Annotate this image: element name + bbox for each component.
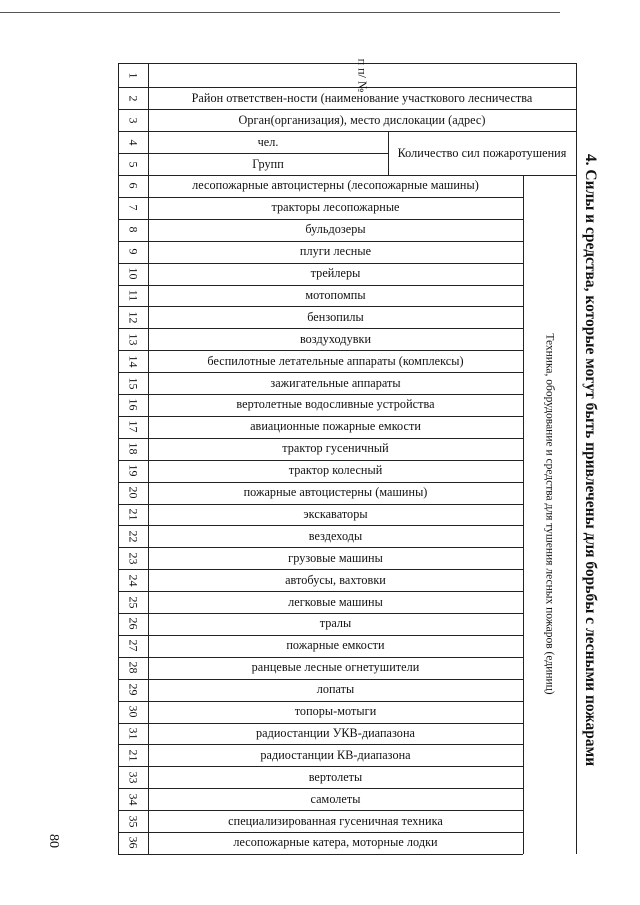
- equipment-row-number: [118, 788, 148, 810]
- row-number: 34: [126, 793, 141, 806]
- row-number: 15: [126, 377, 141, 390]
- equipment-row-label: пожарные автоцистерны (машины): [243, 485, 428, 500]
- row-number: 1: [126, 72, 141, 78]
- equipment-row-number: [118, 175, 148, 197]
- row-number: 18: [126, 442, 141, 455]
- side-label-text: Техника, оборудование и средства для тушения лесных пожаров (единиц): [543, 333, 556, 696]
- equipment-row-label: плуги лесные: [299, 244, 372, 259]
- row-number-cell: [118, 131, 148, 153]
- equipment-row-label: лесопожарные катера, моторные лодки: [233, 835, 438, 850]
- equipment-row-number: [118, 679, 148, 701]
- equipment-row-label: тралы: [319, 616, 352, 631]
- equipment-row-number: [118, 547, 148, 569]
- row-number: 36: [126, 836, 141, 849]
- equipment-row-number: [118, 460, 148, 482]
- row-number: 20: [126, 486, 141, 499]
- equipment-row-number: [118, 504, 148, 526]
- equipment-row-label: беспилотные летательные аппараты (комплексы): [207, 353, 464, 368]
- row-number: 31: [126, 727, 141, 740]
- equipment-row-label: вездеходы: [308, 528, 363, 543]
- equipment-row-label: пожарные емкости: [286, 638, 385, 653]
- equipment-row-number: [118, 525, 148, 547]
- row-label: Район ответствен-ности (наименование участкового лесничества: [191, 90, 533, 105]
- equipment-row-number: [118, 766, 148, 788]
- row-number: 2: [126, 95, 141, 101]
- row-border: [118, 854, 523, 855]
- equipment-row-label: мотопомпы: [305, 287, 366, 302]
- row-number: 11: [126, 289, 141, 302]
- row-number: 29: [126, 683, 141, 696]
- row-number: 14: [126, 355, 141, 368]
- row-number: 35: [126, 815, 141, 828]
- equipment-row-label: трактор гусеничный: [282, 441, 389, 456]
- row-number: 4: [126, 139, 141, 145]
- row-number: 21: [126, 749, 141, 762]
- equipment-row-number: [118, 744, 148, 766]
- row-number-cell: [118, 109, 148, 131]
- forces-group-label: Количество сил пожаротушения: [397, 145, 567, 160]
- row-number: 9: [126, 248, 141, 255]
- equipment-row-label: зажигательные аппараты: [270, 375, 401, 390]
- equipment-row-number: [118, 569, 148, 591]
- row-number: 19: [126, 464, 141, 477]
- row-number: 5: [126, 161, 141, 167]
- equipment-row-number: [118, 350, 148, 372]
- header-row-label: [148, 58, 576, 92]
- equipment-row-number: [118, 701, 148, 723]
- equipment-row-number: [118, 285, 148, 307]
- row-number: 27: [126, 639, 141, 652]
- equipment-row-label: вертолетные водосливные устройства: [236, 397, 435, 412]
- equipment-row-number: [118, 219, 148, 241]
- row-number: 23: [126, 552, 141, 565]
- equipment-row-label: радиостанции КВ-диапазона: [260, 747, 411, 762]
- equipment-row-label: экскаваторы: [303, 506, 368, 521]
- equipment-row-number: [118, 394, 148, 416]
- row-number: 28: [126, 661, 141, 674]
- row-number: 25: [126, 596, 141, 609]
- equipment-row-number: [118, 635, 148, 657]
- row-number-cell: [118, 153, 148, 175]
- row-number: 6: [126, 182, 141, 189]
- equipment-row-label: автобусы, вахтовки: [285, 572, 386, 587]
- equipment-row-number: [118, 810, 148, 832]
- equipment-row-label: воздуходувки: [299, 331, 372, 346]
- row-number: 21: [126, 508, 141, 521]
- equipment-row-label: радиостанции УКВ-диапазона: [256, 725, 415, 740]
- equipment-row-number: [118, 613, 148, 635]
- row-label: Орган(организация), место дислокации (адрес): [238, 112, 486, 127]
- row-number: 26: [126, 617, 141, 630]
- row-number: 12: [126, 311, 141, 324]
- row-label: Групп: [252, 156, 284, 171]
- equipment-row-number: [118, 416, 148, 438]
- row-number: 7: [126, 204, 141, 211]
- header-row-number: [118, 63, 148, 87]
- equipment-row-number: [118, 657, 148, 679]
- section-title: 4. Силы и средства, которые могут быть привлечены для борьбы с лесными пожарами: [582, 153, 599, 767]
- row-number-cell: [118, 87, 148, 109]
- equipment-row-number: [118, 832, 148, 854]
- header-label-text: п п/ №: [355, 58, 370, 92]
- page-number: 80: [46, 834, 61, 848]
- row-label: чел.: [257, 134, 279, 149]
- equipment-row-label: лесопожарные автоцистерны (лесопожарные машины): [192, 178, 479, 193]
- equipment-row-label: бульдозеры: [305, 222, 366, 237]
- equipment-row-label: тракторы лесопожарные: [271, 200, 400, 215]
- row-number: 10: [126, 267, 141, 280]
- equipment-row-number: [118, 197, 148, 219]
- row-number: 16: [126, 398, 141, 411]
- equipment-row-label: лопаты: [316, 682, 355, 697]
- equipment-row-label: грузовые машины: [288, 550, 383, 565]
- equipment-row-number: [118, 438, 148, 460]
- equipment-row-number: [118, 591, 148, 613]
- equipment-row-label: специализированная гусеничная техника: [228, 813, 443, 828]
- equipment-row-number: [118, 372, 148, 394]
- row-number: 13: [126, 333, 141, 346]
- row-number: 3: [126, 117, 141, 123]
- equipment-row-label: топоры-мотыги: [294, 704, 377, 719]
- equipment-row-number: [118, 306, 148, 328]
- row-number: 30: [126, 705, 141, 718]
- equipment-row-label: ранцевые лесные огнетушители: [251, 660, 420, 675]
- row-number: 17: [126, 420, 141, 433]
- row-number: 24: [126, 574, 141, 587]
- equipment-row-label: легковые машины: [288, 594, 383, 609]
- equipment-row-number: [118, 328, 148, 350]
- equipment-row-label: авиационные пожарные емкости: [250, 419, 421, 434]
- row-number: 22: [126, 530, 141, 543]
- equipment-row-label: трактор колесный: [288, 463, 383, 478]
- row-number: 8: [126, 226, 141, 233]
- equipment-row-number: [118, 241, 148, 263]
- equipment-row-label: бензопилы: [307, 309, 364, 324]
- equipment-row-label: самолеты: [310, 791, 361, 806]
- equipment-row-label: трейлеры: [310, 266, 361, 281]
- equipment-row-label: вертолеты: [308, 769, 363, 784]
- equipment-row-number: [118, 482, 148, 504]
- equipment-row-number: [118, 263, 148, 285]
- row-number: 33: [126, 771, 141, 784]
- equipment-row-number: [118, 723, 148, 745]
